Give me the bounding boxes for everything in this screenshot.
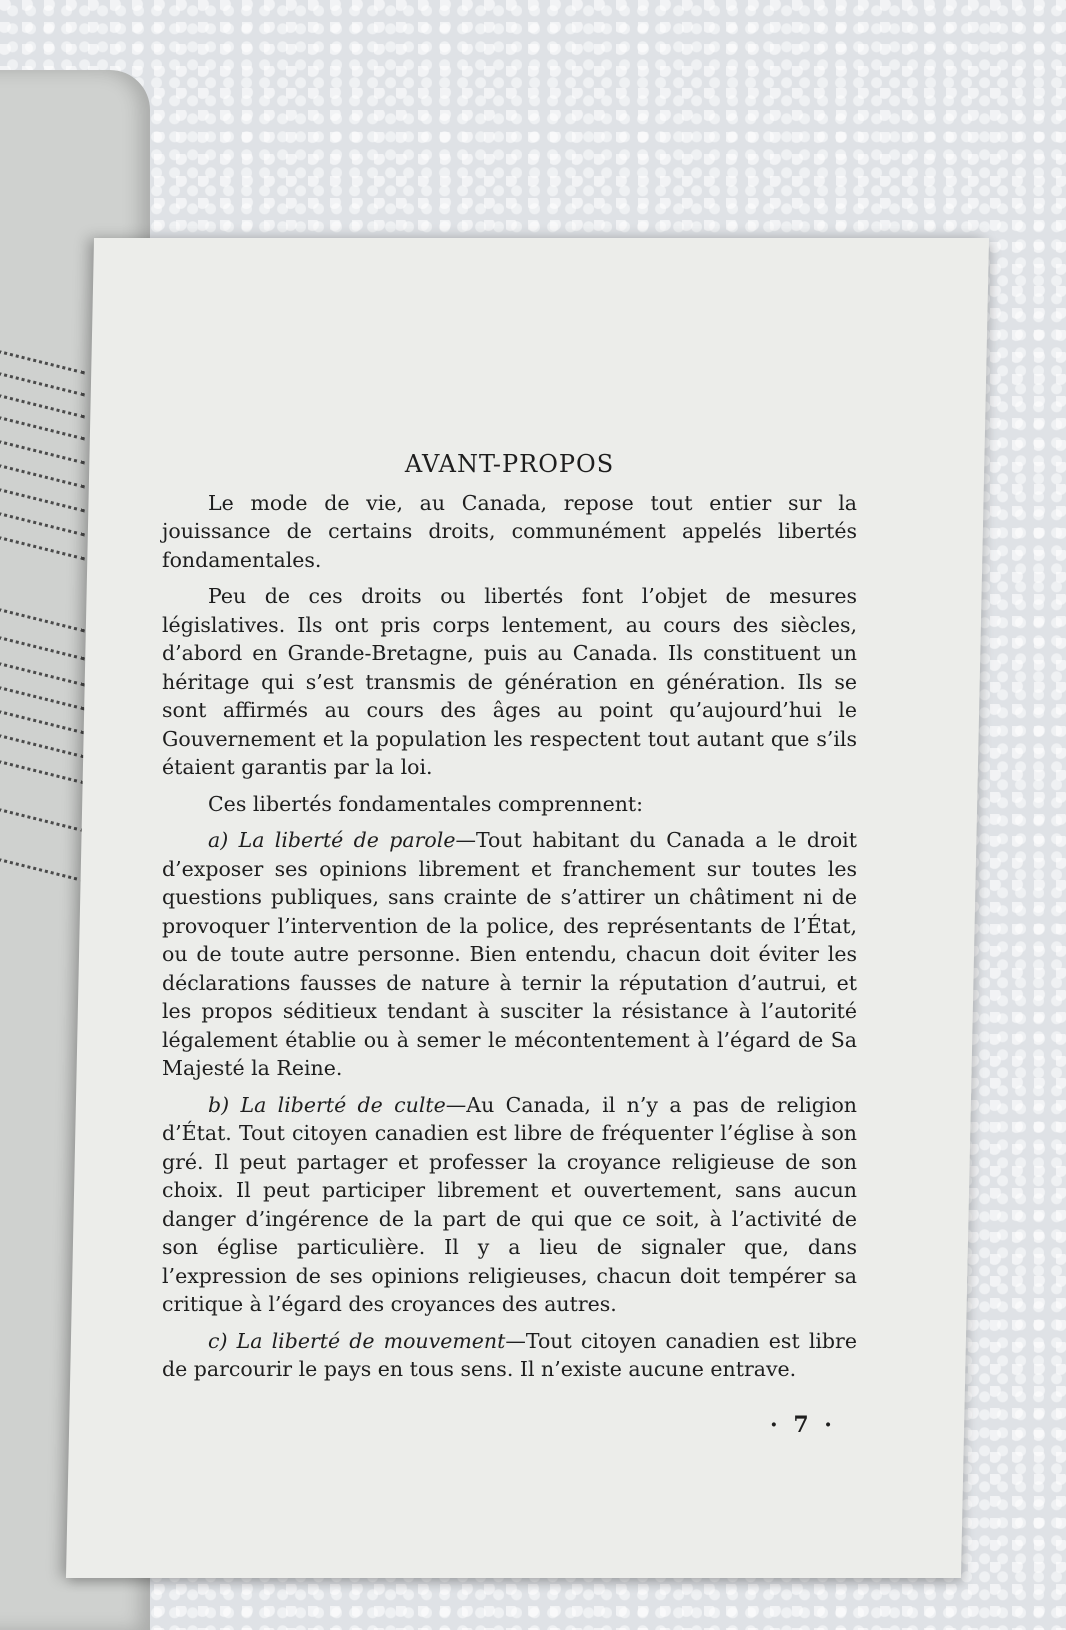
paragraph-lead: a) La liberté de parole	[208, 828, 456, 852]
paragraph-2	[162, 582, 857, 782]
paragraph-text: —Tout habitant du Canada a le droit d’exposer ses opinions librement et franchement sur toutes les questions publiques, sans crainte de s’attirer un châtiment ni de provoquer l’intervention de la police, des représentants de l’État, ou de toute autre personne. Bien entendu, chacun doit éviter les déclarations fausses de nature à ternir la réputation d’autrui, et les propos séditieux tendant à susciter la résistance à l’autorité légalement établie ou à semer le mécontentement à l’égard de Sa Majesté la Reine.	[162, 828, 857, 1080]
paragraph-text: Ces libertés fondamentales comprennent:	[208, 791, 644, 816]
page-number: · 7 ·	[770, 1412, 836, 1438]
paragraph-lead: b) La liberté de culte	[208, 1092, 446, 1117]
paragraph-text: —Tout citoyen canadien est libre de parcourir le pays en tous sens. Il n’existe aucune entrave.	[162, 1328, 857, 1381]
paragraph-3	[162, 790, 857, 819]
paragraph-liberte-mouvement	[162, 1327, 857, 1384]
paragraph-text: Peu de ces droits ou libertés font l’objet de mesures législatives. Ils ont pris corps lentement, au cours des siècles, d’abord en Grande-Bretagne, puis au Canada. Ils constituent un héritage qui s’est transmis de génération en génération. Ils se sont affirmés au cours des âges au point qu’aujourd’hui le Gouvernement et la population les respectent tout autant que s’ils étaient garantis par la loi.	[162, 584, 857, 779]
page-title: AVANT-PROPOS	[404, 450, 615, 478]
paragraph-liberte-parole	[162, 826, 857, 1083]
toc-leader	[0, 836, 90, 882]
paragraph-liberte-culte	[162, 1091, 857, 1319]
paragraph-text: —Au Canada, il n’y a pas de religion d’État. Tout citoyen canadien est libre de fréquenter l’église à son gré. Il peut partager et professer la croyance religieuse de son choix. Il peut participer librement et ouvertement, sans aucun danger d’ingérence de la part de qui que ce soit, à l’activité de son église particulière. Il y a lieu de signaler que, dans l’expression de ses opinions religieuses, chacun doit tempérer sa critique à l’égard des croyances des autres.	[162, 1092, 857, 1316]
paragraph-lead: c) La liberté de mouvement	[208, 1328, 506, 1353]
paragraph-text: Le mode de vie, au Canada, repose tout entier sur la jouissance de certains droits, communément appelés libertés fondamentales.	[162, 490, 857, 572]
toc-leader	[0, 786, 90, 832]
paragraph-1	[162, 489, 857, 575]
page-content	[162, 450, 857, 1392]
